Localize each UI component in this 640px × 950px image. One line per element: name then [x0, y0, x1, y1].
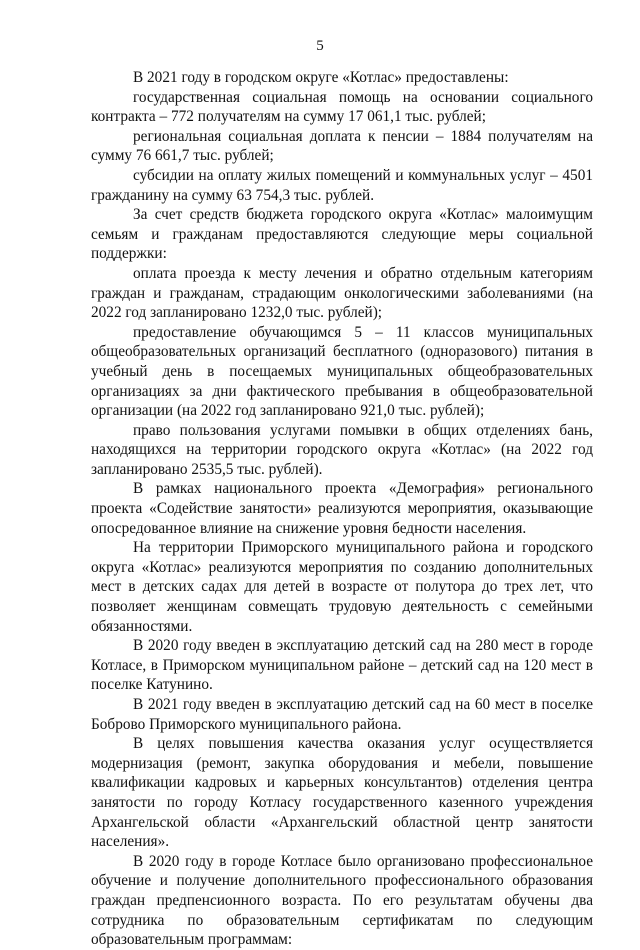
paragraph: государственная социальная помощь на основании социального контракта – 772 получателям на сумму 17 061,1 тыс. рублей; — [91, 88, 593, 126]
paragraph: В рамках национального проекта «Демография» регионального проекта «Содействие занятости» реализуются мероприятия, оказывающие опосредованное влияние на снижение уровня бедности населения. — [91, 480, 593, 537]
paragraph: оплата проезда к месту лечения и обратно отдельным категориям граждан и гражданам, страдающим онкологическими заболеваниями (на 2022 год запланировано 1232,0 тыс. рублей); — [91, 264, 593, 322]
page-number: 5 — [316, 38, 324, 54]
paragraph: предоставление обучающимся 5 – 11 классов муниципальных общеобразовательных организаций бесплатного (одноразового) питания в учебный день в посещаемых муниципальных общеобразовательных организациях за дни фактического пребывания в общеобразовательной организации (на 2022 год запланировано 921,0 тыс. рублей); — [91, 323, 593, 420]
paragraph: На территории Приморского муниципального района и городского округа «Котлас» реализуются мероприятия по созданию дополнительных мест в детских садах для детей в возрасте от полутора до трех лет, что позволяет женщинам совмещать трудовую деятельность с семейными обязанностями. — [91, 539, 593, 635]
paragraph: субсидии на оплату жилых помещений и коммунальных услуг – 4501 гражданину на сумму 63 754,3 тыс. рублей. — [91, 166, 593, 204]
paragraph: В 2021 году в городском округе «Котлас» предоставлены: — [133, 69, 509, 86]
paragraph: В целях повышения качества оказания услуг осуществляется модернизация (ремонт, закупка оборудования и мебели, повышение квалификации кадровых и карьерных консультантов) отделения центра занятости по городу Котласу государственного казенного учреждения Архангельской области «Архангельский областной центр занятости населения». — [91, 735, 593, 851]
paragraph: За счет средств бюджета городского округа «Котлас» малоимущим семьям и гражданам предоставляются следующие меры социальной поддержки: — [91, 206, 593, 263]
paragraph: В 2020 году в городе Котласе было организовано профессиональное обучение и получение дополнительного профессионального образования граждан предпенсионного возраста. По его результатам обучены два сотрудника по образовательным сертификатам по следующим образовательным программам: — [91, 852, 593, 949]
document-body — [91, 68, 593, 950]
paragraph: региональная социальная доплата к пенсии – 1884 получателям на сумму 76 661,7 тыс. рублей; — [91, 127, 593, 165]
paragraph: В 2021 году введен в эксплуатацию детский сад на 60 мест в поселке Боброво Приморского муниципального района. — [91, 696, 593, 733]
paragraph: право пользования услугами помывки в общих отделениях бань, находящихся на территории городского округа «Котлас» (на 2022 год запланировано 2535,5 тыс. рублей). — [91, 421, 593, 478]
paragraph: В 2020 году введен в эксплуатацию детский сад на 280 мест в городе Котласе, в Приморском муниципальном районе – детский сад на 120 мест в поселке Катунино. — [91, 637, 593, 694]
